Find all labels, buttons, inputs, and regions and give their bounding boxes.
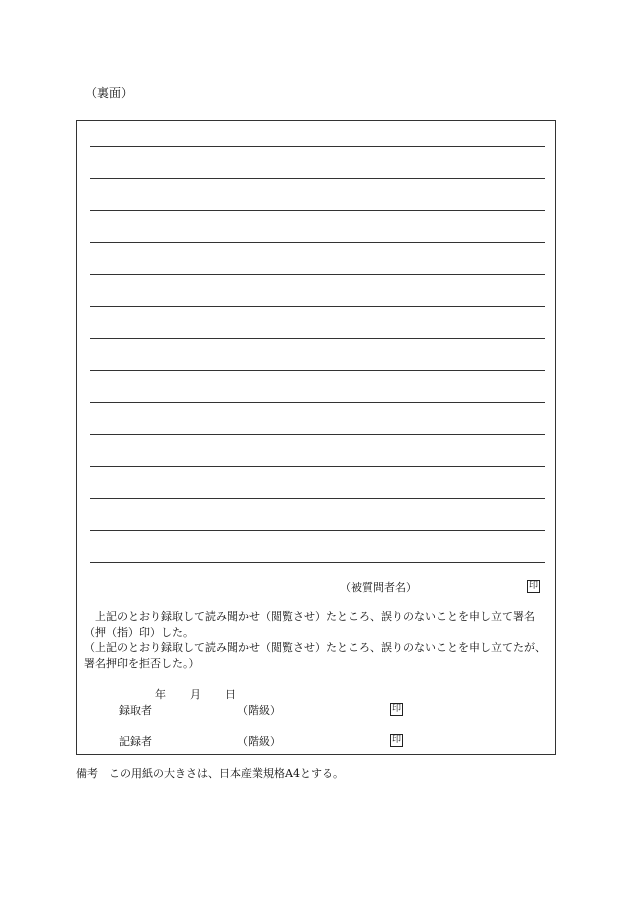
interviewee-signature-row xyxy=(77,579,555,597)
seal-icon: 印 xyxy=(391,704,401,714)
date-month: 月 xyxy=(190,688,201,701)
confirmation-paragraph: 上記のとおり録取して読み聞かせ（閲覧させ）たところ、誤りのないことを申し立て署名（押（指）印）した。 xyxy=(84,610,535,639)
writing-line xyxy=(90,210,545,211)
page-side-label: （裏面） xyxy=(85,86,134,100)
writing-line xyxy=(90,370,545,371)
writing-line xyxy=(90,434,545,435)
writing-line xyxy=(90,402,545,403)
interviewee-name-label: （被質問者名） xyxy=(340,581,417,594)
writer-rank-label: （階級） xyxy=(237,735,281,748)
writing-line xyxy=(90,466,545,467)
date-day: 日 xyxy=(225,688,236,701)
recorder-label: 録取者 xyxy=(119,704,152,717)
refusal-paragraph: （上記のとおり録取して読み聞かせ（閲覧させ）たところ、誤りのないことを申し立てたが、署名押印を拒否した。） xyxy=(84,641,546,670)
writing-line xyxy=(90,306,545,307)
writing-line xyxy=(90,530,545,531)
writing-line xyxy=(90,498,545,499)
writing-line xyxy=(90,274,545,275)
writing-line xyxy=(90,562,545,563)
writing-line xyxy=(90,338,545,339)
seal-icon: 印 xyxy=(528,581,538,591)
writing-line xyxy=(90,146,545,147)
writer-label: 記録者 xyxy=(119,735,152,748)
remark-note: 備考 この用紙の大きさは、日本産業規格A4とする。 xyxy=(76,767,344,780)
writing-line xyxy=(90,178,545,179)
date-year: 年 xyxy=(155,688,166,701)
seal-icon: 印 xyxy=(391,735,401,745)
interview-record-form xyxy=(76,120,556,755)
writing-line xyxy=(90,242,545,243)
recorder-rank-label: （階級） xyxy=(237,704,281,717)
